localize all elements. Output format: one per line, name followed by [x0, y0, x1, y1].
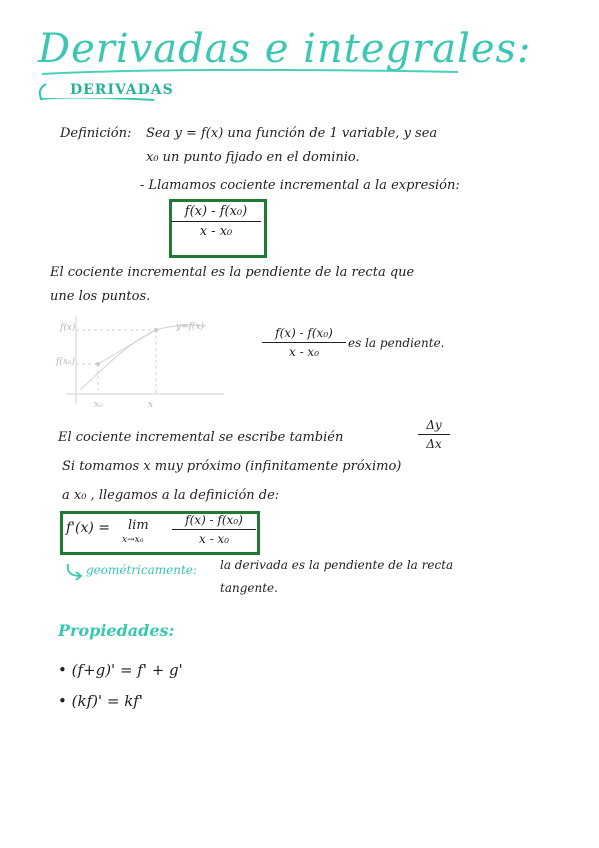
geometric-line2: tangente. [220, 581, 278, 595]
quotient-fraction [171, 204, 261, 239]
title-underline [40, 66, 460, 80]
property-text: (f+g)' = f' + g' [71, 661, 183, 679]
section-bracket [36, 82, 50, 102]
quotient-denominator: x - x₀ [199, 224, 233, 239]
definition-line1: Sea y = f(x) una función de 1 variable, y sea [146, 126, 438, 141]
property-item [58, 661, 183, 679]
derivative-fraction [172, 513, 256, 546]
geometric-line1: la derivada es la pendiente de la recta [220, 558, 454, 572]
section-heading: DERIVADAS [70, 82, 174, 98]
quotient-numerator: f(x) - f(x₀) [184, 204, 248, 219]
bullet-icon: • [58, 661, 72, 679]
graph-curve-label: y=f(x) [176, 322, 205, 332]
slope-line2: une los puntos. [50, 289, 151, 304]
slope-line1: El cociente incremental es la pendiente de la recta que [50, 265, 415, 280]
fraction-bar [171, 221, 261, 222]
graph-y-label-bottom: f(x₀) [56, 357, 76, 367]
properties-title: Propiedades: [58, 621, 175, 640]
section-underline [38, 98, 156, 101]
delta-denominator: Δx [426, 437, 442, 451]
derivative-denominator: x - x₀ [198, 532, 230, 546]
delta-numerator: Δy [426, 418, 442, 432]
delta-fraction [418, 418, 450, 451]
slope-denominator: x - x₀ [288, 345, 320, 359]
definition-label: Definición: [60, 126, 132, 141]
slope-formula-text: es la pendiente. [348, 336, 445, 350]
fraction-bar [418, 434, 450, 435]
bullet-icon: • [58, 692, 72, 710]
property-item [58, 692, 143, 710]
derivative-lim-sub: x→x₀ [122, 535, 144, 545]
fraction-bar [262, 342, 346, 343]
graph-x-label-left: x₀ [94, 400, 103, 410]
also-written-text: El cociente incremental se escribe también [58, 430, 344, 445]
geometric-label: geométricamente: [86, 563, 197, 577]
limit-line1: Si tomamos x muy próximo (infinitamente próximo) [62, 459, 402, 474]
graph-y-label-top: f(x) [60, 323, 76, 333]
property-text: (kf)' = kf' [71, 692, 143, 710]
derivative-numerator: f(x) - f(x₀) [185, 513, 243, 527]
derivative-lim: lim [128, 518, 149, 533]
limit-line2: a x₀ , llegamos a la definición de: [62, 488, 280, 503]
page-title: Derivadas e integrales: [38, 26, 532, 72]
derivative-lhs: f'(x) = [66, 520, 111, 536]
definition-line2: x₀ un punto fijado en el dominio. [146, 150, 360, 165]
graph-x-label-right: x [148, 400, 154, 410]
slope-numerator: f(x) - f(x₀) [275, 326, 333, 340]
slope-fraction [262, 326, 346, 359]
definition-line3: - Llamamos cociente incremental a la expresión: [140, 178, 460, 193]
arrow-icon [64, 562, 86, 582]
fraction-bar [172, 529, 256, 530]
